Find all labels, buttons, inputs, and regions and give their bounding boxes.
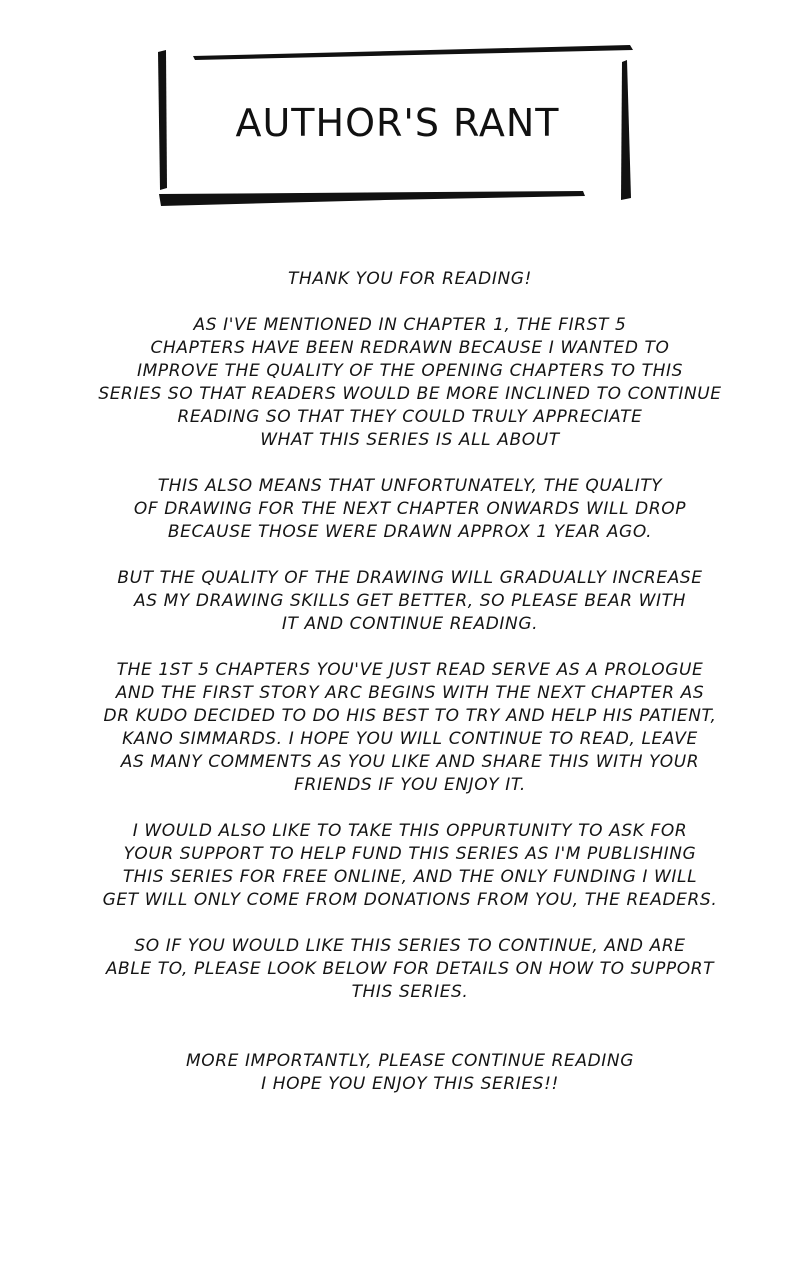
text-line: IT AND CONTINUE READING. bbox=[281, 614, 539, 634]
text-line: GET WILL ONLY COME FROM DONATIONS FROM YOU, THE READERS. bbox=[102, 890, 718, 910]
rant-body bbox=[80, 268, 740, 1096]
text-line: THIS SERIES FOR FREE ONLINE, AND THE ONLY FUNDING I WILL bbox=[122, 867, 698, 887]
text-line: AS I'VE MENTIONED IN CHAPTER 1, THE FIRST 5 bbox=[193, 315, 627, 335]
paragraph-redrawn bbox=[80, 314, 740, 452]
paragraph-quality-increase bbox=[80, 567, 740, 636]
text-line: AND THE FIRST STORY ARC BEGINS WITH THE NEXT CHAPTER AS bbox=[115, 683, 705, 703]
text-line: THANK YOU FOR READING! bbox=[288, 269, 532, 289]
text-line: WHAT THIS SERIES IS ALL ABOUT bbox=[260, 430, 560, 450]
text-line: FRIENDS IF YOU ENJOY IT. bbox=[294, 775, 526, 795]
text-line: CHAPTERS HAVE BEEN REDRAWN BECAUSE I WANTED TO bbox=[150, 338, 670, 358]
text-line: AS MY DRAWING SKILLS GET BETTER, SO PLEASE BEAR WITH bbox=[134, 591, 686, 611]
title-frame bbox=[155, 40, 640, 210]
text-line: IMPROVE THE QUALITY OF THE OPENING CHAPTERS TO THIS bbox=[136, 361, 683, 381]
paragraph-thanks bbox=[80, 268, 740, 291]
text-line: THIS SERIES. bbox=[351, 982, 469, 1002]
text-line: DR KUDO DECIDED TO DO HIS BEST TO TRY AND HELP HIS PATIENT, bbox=[103, 706, 717, 726]
paragraph-closing bbox=[80, 1050, 740, 1096]
text-line: THE 1ST 5 CHAPTERS YOU'VE JUST READ SERVE AS A PROLOGUE bbox=[116, 660, 704, 680]
page-title: AUTHOR'S RANT bbox=[235, 101, 560, 145]
text-line: MORE IMPORTANTLY, PLEASE CONTINUE READING bbox=[185, 1051, 634, 1071]
text-line: YOUR SUPPORT TO HELP FUND THIS SERIES AS I'M PUBLISHING bbox=[123, 844, 697, 864]
text-line: I WOULD ALSO LIKE TO TAKE THIS OPPURTUNITY TO ASK FOR bbox=[132, 821, 688, 841]
text-line: OF DRAWING FOR THE NEXT CHAPTER ONWARDS WILL DROP bbox=[133, 499, 687, 519]
paragraph-support bbox=[80, 935, 740, 1004]
text-line: THIS ALSO MEANS THAT UNFORTUNATELY, THE QUALITY bbox=[157, 476, 663, 496]
text-line: I HOPE YOU ENJOY THIS SERIES!! bbox=[261, 1074, 559, 1094]
text-line: ABLE TO, PLEASE LOOK BELOW FOR DETAILS ON HOW TO SUPPORT bbox=[105, 959, 715, 979]
text-line: BECAUSE THOSE WERE DRAWN APPROX 1 YEAR AGO. bbox=[167, 522, 653, 542]
text-line: AS MANY COMMENTS AS YOU LIKE AND SHARE THIS WITH YOUR bbox=[120, 752, 700, 772]
text-line: BUT THE QUALITY OF THE DRAWING WILL GRADUALLY INCREASE bbox=[117, 568, 703, 588]
paragraph-funding bbox=[80, 820, 740, 912]
text-line: READING SO THAT THEY COULD TRULY APPRECIATE bbox=[177, 407, 643, 427]
text-line: KANO SIMMARDS. I HOPE YOU WILL CONTINUE TO READ, LEAVE bbox=[122, 729, 698, 749]
paragraph-prologue bbox=[80, 659, 740, 797]
text-line: SO IF YOU WOULD LIKE THIS SERIES TO CONTINUE, AND ARE bbox=[134, 936, 686, 956]
paragraph-quality-drop bbox=[80, 475, 740, 544]
text-line: SERIES SO THAT READERS WOULD BE MORE INCLINED TO CONTINUE bbox=[98, 384, 722, 404]
